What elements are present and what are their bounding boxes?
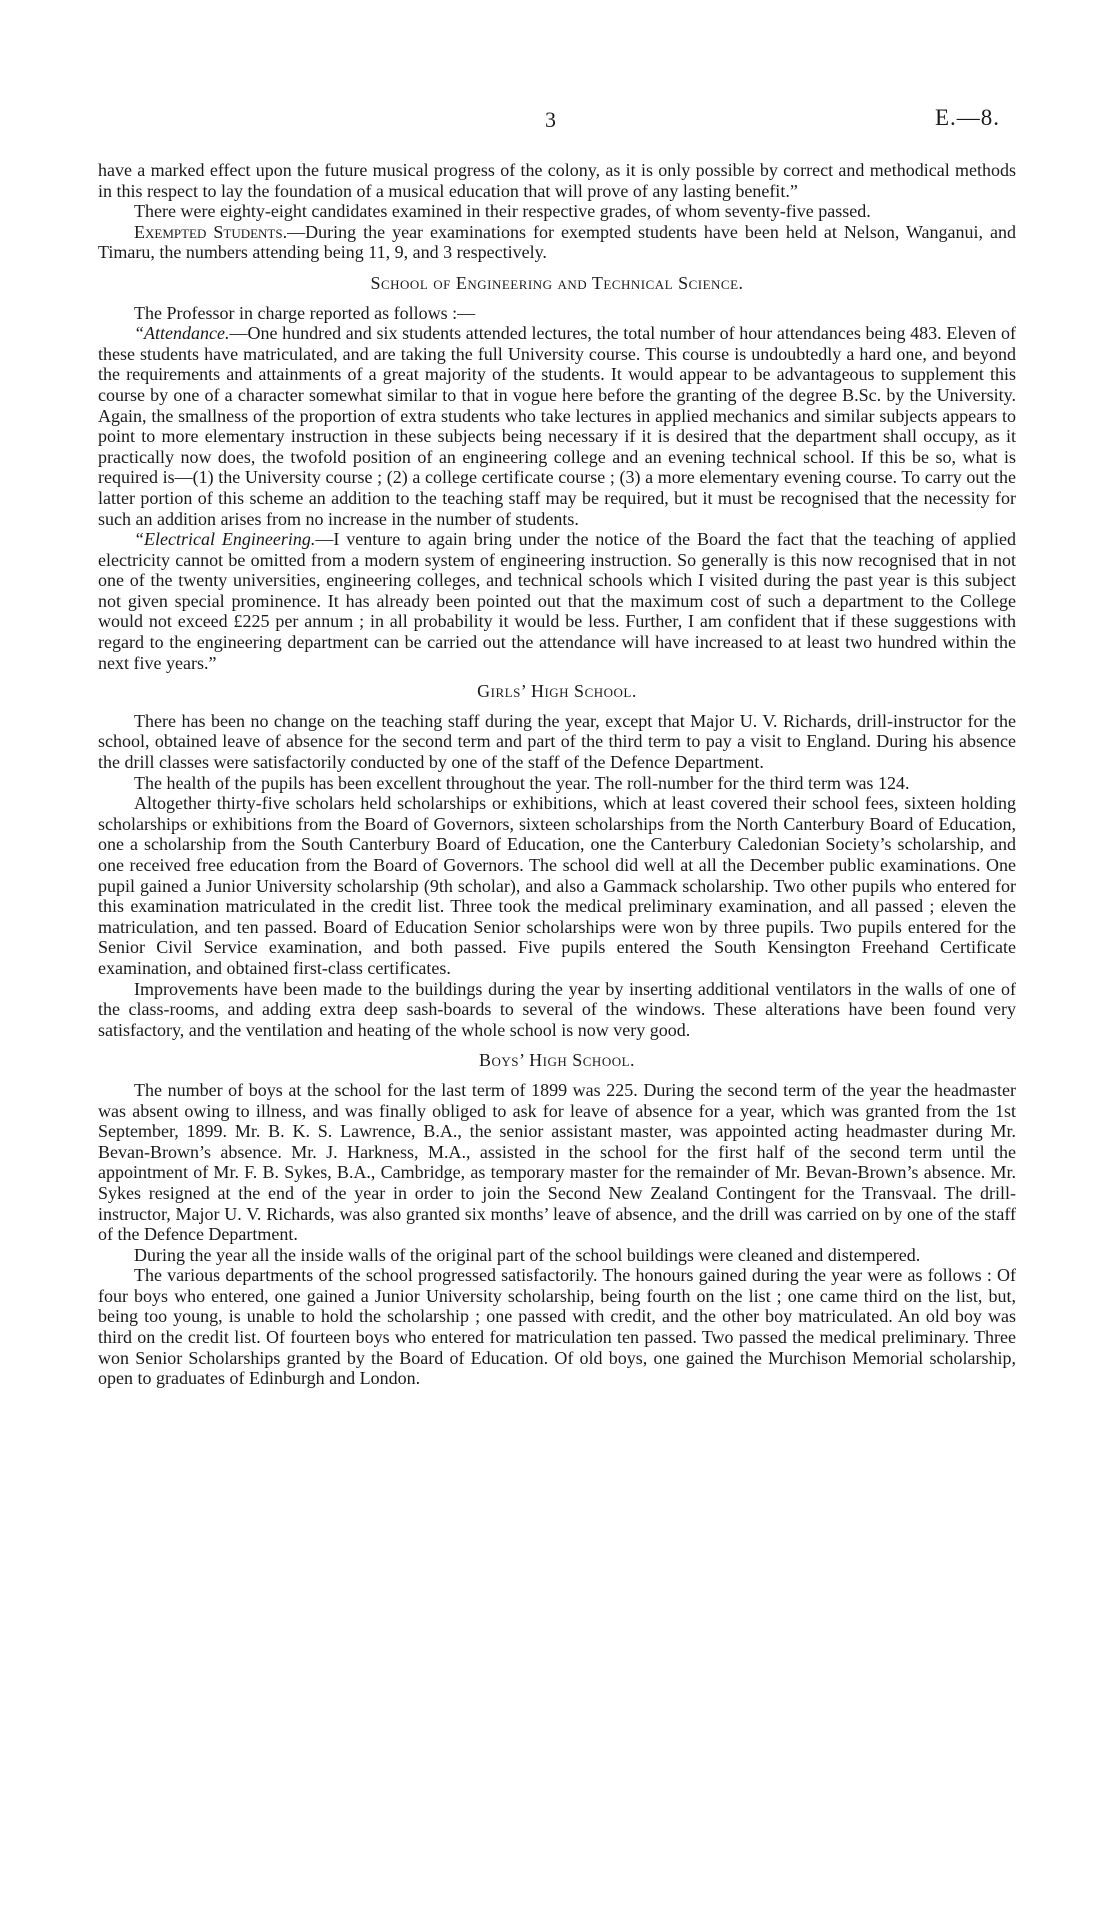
electrical-text: —I venture to again bring under the notice of the Board the fact that the teaching of applied electricity cannot be omitted from a modern system of engineering instruction. So generally is this now recognised that in not one of the twenty universities, engineering colleges, and technical schools which I visited during the past year is this subject not given special prominence. It has already been pointed out that the maximum cost of such a department to the College would not exceed £225 per annum ; in all probability it would be less. Further, I am confident that if these suggestions with regard to the engineering department can be carried out the attendance will have increased to at least two hundred within the next five years.” [98,529,1016,673]
attendance-lead: “Attendance. [134,323,230,344]
girls-heading: Girls’ High School. [477,681,637,702]
exempted-students-text: —During the year examinations for exempted students have been held at Nelson, Wanganui, and Timaru, the numbers attending being 11, 9, and 3 respectively. [98,221,1016,263]
page-number: 3 [545,107,556,132]
girls-paragraph-scholarships: Altogether thirty-five scholars held scholarships or exhibitions, which at least covered their school fees, sixteen holding scholarships or exhibitions from the Board of Governors, sixteen scholarships from the North Canterbury Board of Education, one a scholarship from the South Canterbury Board of Education, one the Canterbury Caledonian Society’s scholarship, and one received free education from the Board of Governors. The school did well at all the December public examinations. One pupil gained a Junior University scholarship (9th scholar), and also a Gammack scholarship. Two other pupils who entered for this examination matriculated in the credit list. Three took the medical preliminary examination, and all passed ; eleven the matriculation, and ten passed. Board of Education Senior scholarships were won by three pupils. Two pupils entered for the Senior Civil Service examination, and both passed. Five pupils entered the South Kensington Freehand Certificate examination, and obtained first-class certificates. [98,793,1016,978]
boys-heading: Boys’ High School. [478,1050,636,1071]
document-reference: E.—8. [935,105,1001,130]
girls-paragraph-improvements: Improvements have been made to the buildings during the year by inserting additional ventilators in the walls of one of the class-rooms, and adding extra deep sash-boards to several of the windows. These alterations have been found very satisfactory, and the ventilation and heating of the whole school is now very good. [98,978,1016,1040]
girls-paragraph-health: The health of the pupils has been excellent throughout the year. The roll-number for the third term was 124. [134,772,910,793]
exempted-students-lead: Exempted Students. [134,221,288,242]
candidates-paragraph: There were eighty-eight candidates examined in their respective grades, of whom seventy-five passed. [134,201,871,222]
exempted-students-paragraph [98,222,1016,263]
boys-paragraph-buildings: During the year all the inside walls of the original part of the school buildings were cleaned and distempered. [134,1244,921,1265]
girls-paragraph-staff: There has been no change on the teaching staff during the year, except that Major U. V. Richards, drill-instructor for the school, obtained leave of absence for the second term and part of the third term to pay a visit to England. During his absence the drill classes were satisfactorily conducted by one of the staff of the Defence Department. [98,710,1016,773]
attendance-text: —One hundred and six students attended lectures, the total number of hour attendances being 483. Eleven of these students have matriculated, and are taking the full University course. This course is undoubtedly a hard one, and beyond the requirements and attainments of a great majority of the students. It would appear to be advantageous to supplement this course by one of a character somewhat similar to that in vogue here before the granting of the degree B.Sc. by the University. Again, the smallness of the proportion of extra students who take lectures in applied mechanics and similar subjects appears to point to more elementary instruction in these subjects being necessary if it is desired that the department shall occupy, as it practically now does, the twofold position of an engineering college and an evening technical school. If this be so, what is required is—(1) the University course ; (2) a college certificate course ; (3) a more elementary evening course. To carry out the latter portion of this scheme an addition to the teaching staff may be required, but it must be recognised that the necessity for such an addition arises from no increase in the number of students. [98,323,1016,529]
boys-paragraph-honours: The various departments of the school progressed satisfactorily. The honours gained during the year were as follows : Of four boys who entered, one gained a Junior University scholarship, being fourth on the list ; one came third on the list, but, being too young, is unable to hold the scholarship ; one passed with credit, and the other boy matriculated. An old boy was third on the credit list. Of fourteen boys who entered for matriculation ten passed. Two passed the medical preliminary. Three won Senior Scholarships granted by the Board of Education. Of old boys, one gained the Murchison Memorial scholarship, open to graduates of Edinburgh and London. [98,1265,1016,1389]
music-continuation-paragraph: have a marked effect upon the future musical progress of the colony, as it is only possible by correct and methodical methods in this respect to lay the foundation of a musical education that will prove of any lasting benefit.” [98,160,1016,201]
attendance-paragraph [98,323,1016,529]
electrical-paragraph [98,529,1016,673]
engineering-heading: School of Engineering and Technical Science. [370,272,744,293]
body-text [98,160,1016,1389]
boys-paragraph-staff: The number of boys at the school for the last term of 1899 was 225. During the second term of the year the headmaster was absent owing to illness, and was finally obliged to ask for leave of absence for a year, which was granted from the 1st September, 1899. Mr. B. K. S. Lawrence, B.A., the senior assistant master, was appointed acting headmaster during Mr. Bevan-Brown’s absence. Mr. J. Harkness, M.A., assisted in the school for the first half of the second term until the appointment of Mr. F. B. Sykes, B.A., Cambridge, as temporary master for the remainder of Mr. Bevan-Brown’s absence. Mr. Sykes resigned at the end of the year in order to join the Second New Zealand Contingent for the Transvaal. The drill-instructor, Major U. V. Richards, was also granted six months’ leave of absence, and the drill was carried on by one of the staff of the Defence Department. [98,1079,1016,1245]
engineering-intro: The Professor in charge reported as follows :— [134,302,476,323]
electrical-lead: “Electrical Engineering. [134,529,316,550]
